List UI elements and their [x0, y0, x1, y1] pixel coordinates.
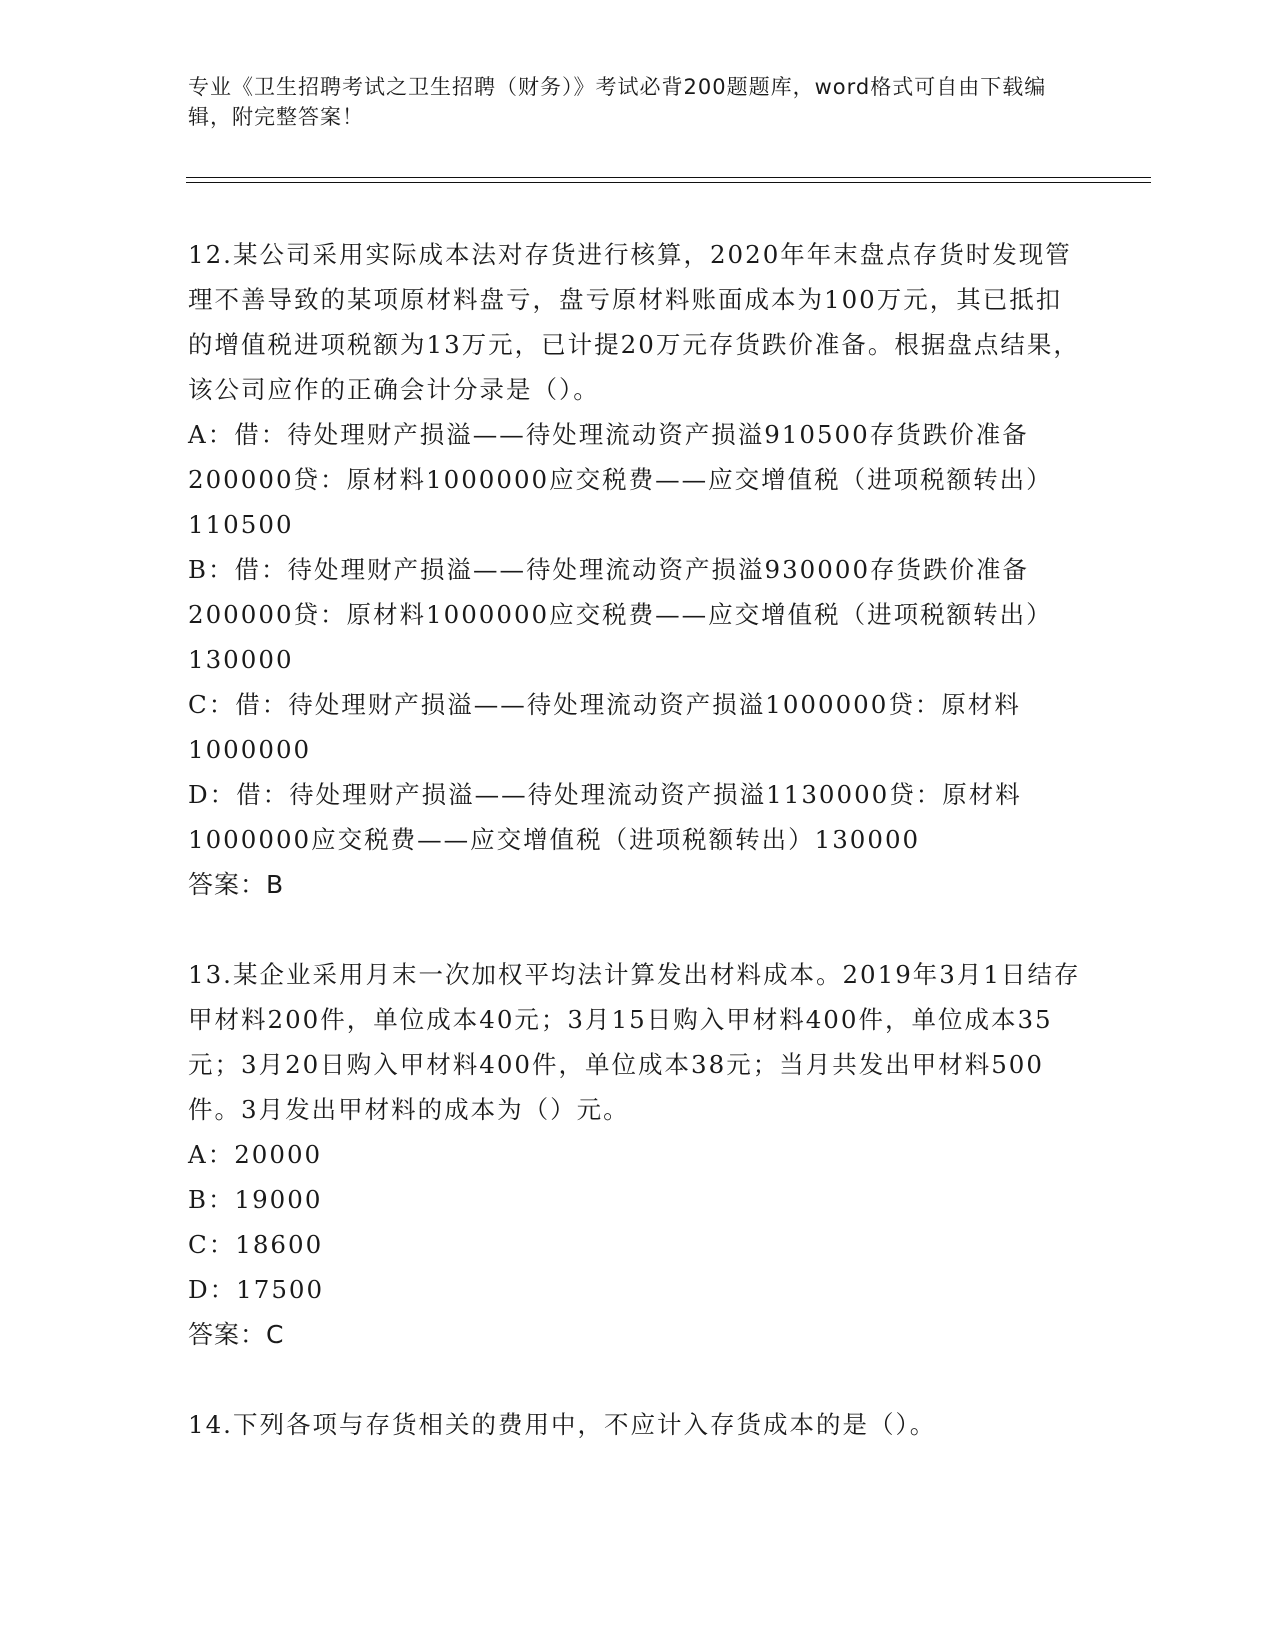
question-text: 12.某公司采用实际成本法对存货进行核算，2020年年末盘点存货时发现管理不善导致的某项原材料盘亏，盘亏原材料账面成本为100万元，其已抵扣的增值税进项税额为13万元，已计提20万元存货跌价准备。根据盘点结果，该公司应作的正确会计分录是（）。 [188, 240, 1080, 404]
document-header [188, 72, 1068, 132]
option-d: D：17500 [188, 1275, 325, 1304]
answer-label: 答案：B [188, 870, 285, 899]
option-c: C：18600 [188, 1230, 324, 1259]
option-a: A：20000 [188, 1140, 323, 1169]
header-divider-bottom [186, 182, 1151, 183]
option-a: A：借：待处理财产损溢——待处理流动资产损溢910500存货跌价准备200000贷：原材料1000000应交税费——应交增值税（进项税额转出）110500 [188, 420, 1053, 539]
header-title: 专业《卫生招聘考试之卫生招聘（财务）》考试必背200题题库，word格式可自由下载编辑，附完整答案！ [188, 75, 1047, 129]
question-14 [188, 1402, 1088, 1447]
option-d: D：借：待处理财产损溢——待处理流动资产损溢1130000贷：原材料1000000应交税费——应交增值税（进项税额转出）130000 [188, 780, 1022, 854]
header-divider-top [186, 177, 1151, 178]
question-12 [188, 232, 1088, 907]
question-list [188, 232, 1088, 1492]
question-text: 13.某企业采用月末一次加权平均法计算发出材料成本。2019年3月1日结存甲材料200件，单位成本40元；3月15日购入甲材料400件，单位成本35元；3月20日购入甲材料400件，单位成本38元；当月共发出甲材料500件。3月发出甲材料的成本为（）元。 [188, 960, 1081, 1124]
question-text: 14.下列各项与存货相关的费用中，不应计入存货成本的是（）。 [188, 1410, 937, 1439]
question-13 [188, 952, 1088, 1357]
option-b: B：19000 [188, 1185, 323, 1214]
answer-label: 答案：C [188, 1320, 285, 1349]
option-c: C：借：待处理财产损溢——待处理流动资产损溢1000000贷：原材料1000000 [188, 690, 1021, 764]
option-b: B：借：待处理财产损溢——待处理流动资产损溢930000存货跌价准备200000贷：原材料1000000应交税费——应交增值税（进项税额转出）130000 [188, 555, 1053, 674]
